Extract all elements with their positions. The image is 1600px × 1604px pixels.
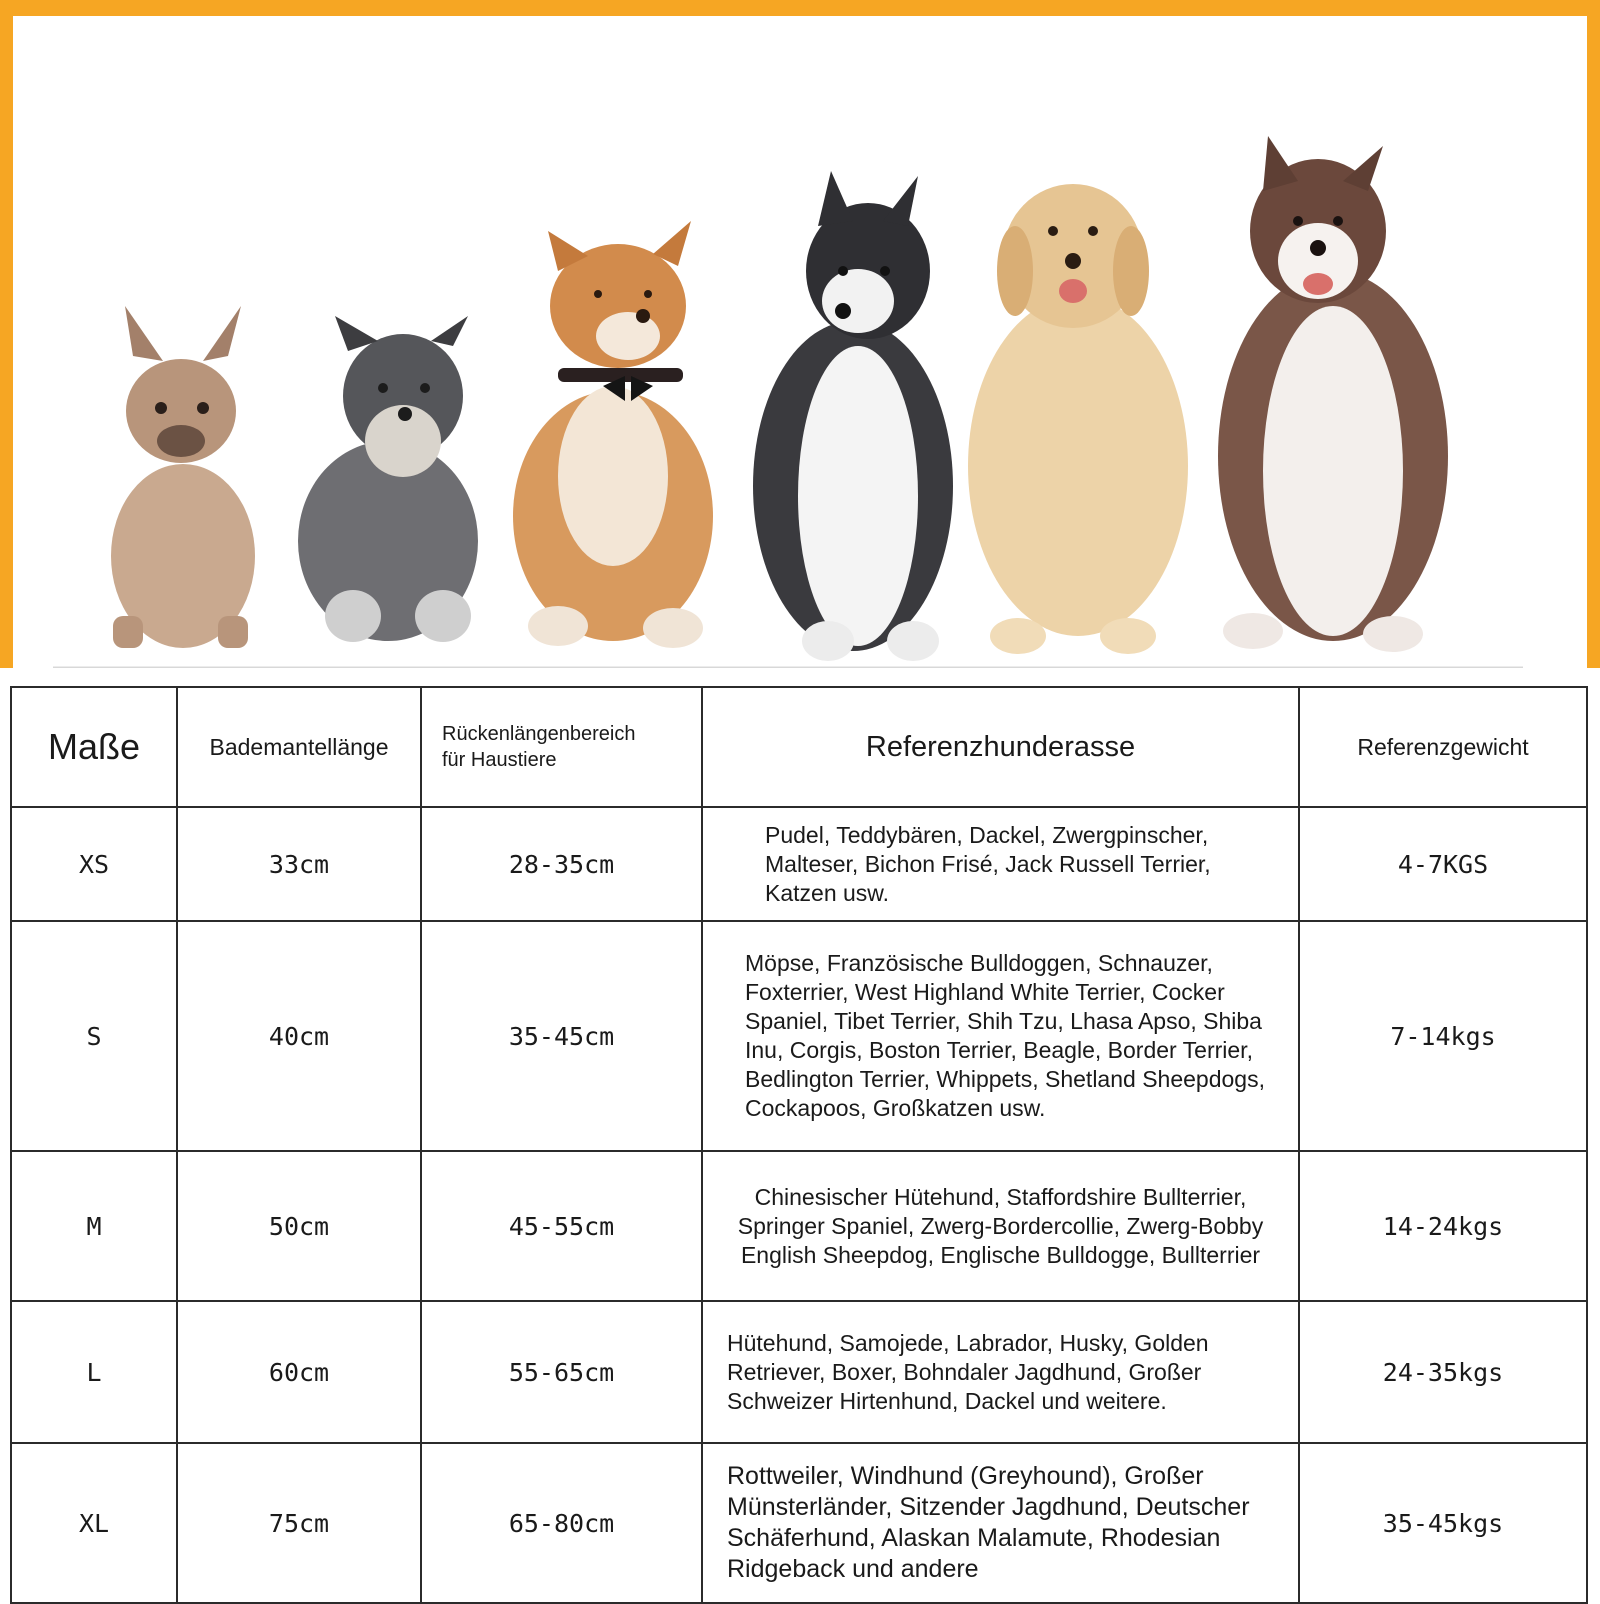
malamute-figure (1218, 136, 1448, 652)
shiba-inu-figure (513, 221, 713, 648)
breeds-cell: Möpse, Französische Bulldoggen, Schnauzer, Foxterrier, West Highland White Terrier, Cocker Spaniel, Tibet Terrier, Shih Tzu, Lhasa Apso, Shiba Inu, Corgis, Boston Terrier, Beagle, Border Terrier, Bedlington Terrier, Whippets, Shetland Sheepdogs, Cockapoos, Großkatzen usw. (702, 921, 1299, 1151)
breeds-cell: Hütehund, Samojede, Labrador, Husky, Golden Retriever, Boxer, Bohndaler Jagdhund, Großer Schweizer Hirtenhund, Dackel und weitere. (702, 1301, 1299, 1443)
weight-cell: 4-7KGS (1299, 807, 1587, 921)
header-back-length (421, 687, 702, 807)
robe-length-cell: 60cm (177, 1301, 421, 1443)
header-back-length-line2: für Haustiere (442, 749, 557, 771)
weight-cell: 14-24kgs (1299, 1151, 1587, 1301)
size-cell: L (11, 1301, 177, 1443)
back-length-cell: 35-45cm (421, 921, 702, 1151)
golden-retriever-figure (968, 184, 1188, 654)
table-header-row (11, 687, 1587, 807)
robe-length-cell: 40cm (177, 921, 421, 1151)
weight-cell: 7-14kgs (1299, 921, 1587, 1151)
robe-length-cell: 75cm (177, 1443, 421, 1603)
breeds-cell: Pudel, Teddybären, Dackel, Zwergpinscher, Malteser, Bichon Frisé, Jack Russell Terrier, Katzen usw. (702, 807, 1299, 921)
schnauzer-figure (298, 316, 478, 642)
table-row-l (11, 1301, 1587, 1443)
table-row-xs (11, 807, 1587, 921)
table-row-xl (11, 1443, 1587, 1603)
header-size: Maße (11, 687, 177, 807)
size-cell: XS (11, 807, 177, 921)
dog-photo (13, 16, 1587, 668)
dog-lineup-illustration (13, 16, 1587, 668)
robe-length-cell: 50cm (177, 1151, 421, 1301)
weight-cell: 24-35kgs (1299, 1301, 1587, 1443)
breeds-cell: Chinesischer Hütehund, Staffordshire Bullterrier, Springer Spaniel, Zwerg-Bordercollie, Zwerg-Bobby English Sheepdog, Englische Bulldogge, Bullterrier (702, 1151, 1299, 1301)
back-length-cell: 55-65cm (421, 1301, 702, 1443)
table-row-s (11, 921, 1587, 1151)
header-reference-breeds: Referenzhunderasse (702, 687, 1299, 807)
breeds-cell: Rottweiler, Windhund (Greyhound), Großer Münsterländer, Sitzender Jagdhund, Deutscher Schäferhund, Alaskan Malamute, Rhodesian Ridgeback und andere (702, 1443, 1299, 1603)
back-length-cell: 65-80cm (421, 1443, 702, 1603)
size-chart-table (10, 686, 1588, 1604)
weight-cell: 35-45kgs (1299, 1443, 1587, 1603)
robe-length-cell: 33cm (177, 807, 421, 921)
header-robe-length: Bademantellänge (177, 687, 421, 807)
size-cell: S (11, 921, 177, 1151)
header-back-length-line1: Rückenlängenbereich (442, 723, 636, 745)
table-row-m (11, 1151, 1587, 1301)
size-cell: M (11, 1151, 177, 1301)
header-reference-weight: Referenzgewicht (1299, 687, 1587, 807)
back-length-cell: 28-35cm (421, 807, 702, 921)
back-length-cell: 45-55cm (421, 1151, 702, 1301)
french-bulldog-figure (111, 306, 255, 648)
husky-figure (753, 171, 953, 661)
size-cell: XL (11, 1443, 177, 1603)
dog-photo-frame (0, 0, 1600, 668)
